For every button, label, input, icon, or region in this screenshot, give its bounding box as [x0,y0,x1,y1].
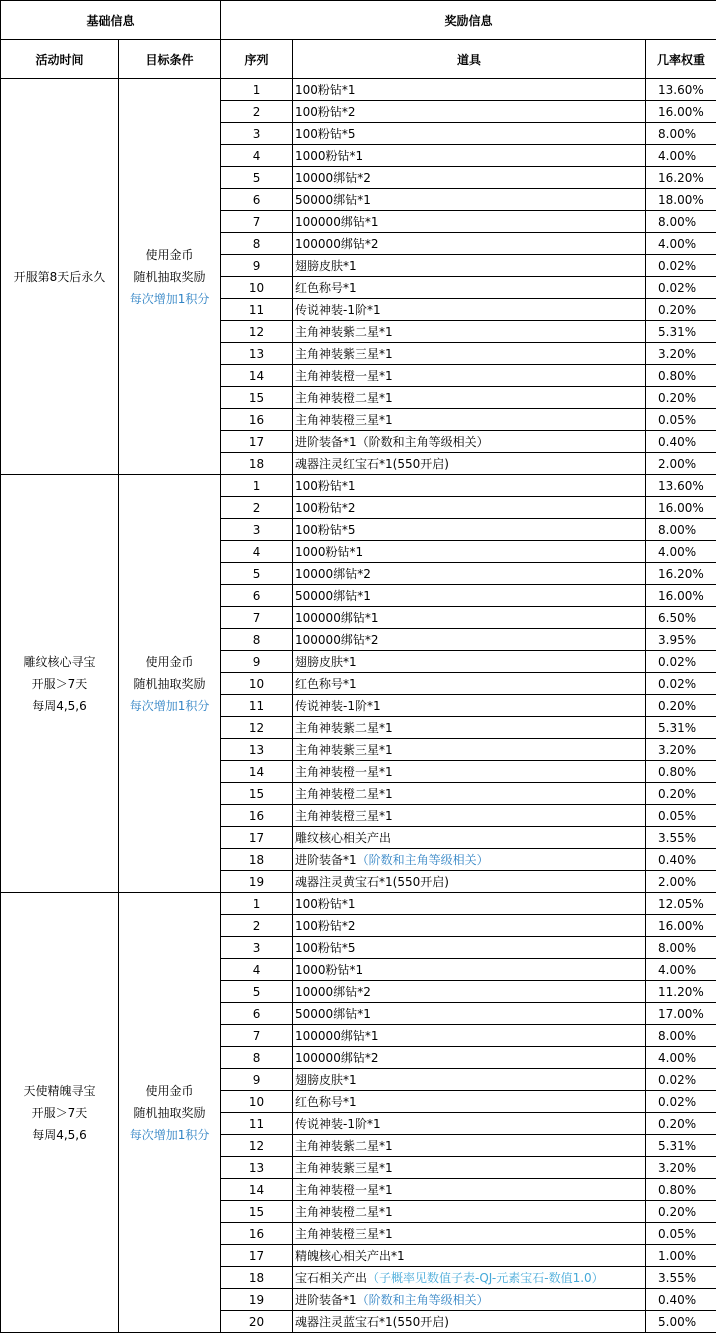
weight-cell: 0.02% [646,1091,716,1113]
item-name: 魂器注灵蓝宝石*1(550开启) [295,1315,449,1329]
sequence-cell: 8 [221,233,293,255]
item-cell [293,849,646,871]
weight-cell: 16.00% [646,497,716,519]
sequence-cell: 11 [221,299,293,321]
item-name: 精魄核心相关产出*1 [295,1249,405,1263]
item-cell [293,1003,646,1025]
item-name: 100粉钻*5 [295,523,356,537]
sequence-cell: 16 [221,409,293,431]
item-cell [293,409,646,431]
weight-cell: 16.20% [646,563,716,585]
sequence-cell: 5 [221,167,293,189]
sequence-cell: 8 [221,629,293,651]
sequence-cell: 5 [221,981,293,1003]
sequence-cell: 3 [221,937,293,959]
sequence-cell: 16 [221,1223,293,1245]
weight-cell: 3.95% [646,629,716,651]
weight-cell: 2.00% [646,453,716,475]
sequence-cell: 2 [221,497,293,519]
item-name: 进阶装备*1（阶数和主角等级相关） [295,435,489,449]
item-name: 主角神装橙三星*1 [295,413,393,427]
item-cell [293,519,646,541]
item-cell [293,1201,646,1223]
weight-cell: 0.80% [646,365,716,387]
sequence-cell: 19 [221,871,293,893]
item-name: 100000绑钻*2 [295,633,379,647]
weight-cell: 4.00% [646,959,716,981]
item-cell [293,1311,646,1333]
sequence-cell: 5 [221,563,293,585]
weight-cell: 3.20% [646,739,716,761]
weight-cell: 3.20% [646,1157,716,1179]
activity-time-line: 开服＞7天 [31,676,88,691]
sequence-cell: 18 [221,849,293,871]
weight-cell: 0.02% [646,255,716,277]
activity-time-cell [1,475,119,893]
item-name: 红色称号*1 [295,281,357,295]
activity-time-line: 雕纹核心寻宝 [23,654,96,669]
item-cell [293,981,646,1003]
item-name: 1000粉钻*1 [295,149,364,163]
sequence-cell: 1 [221,475,293,497]
item-name: 红色称号*1 [295,1095,357,1109]
target-condition-cell [119,893,221,1333]
item-cell [293,1179,646,1201]
item-cell [293,233,646,255]
item-name: 主角神装橙三星*1 [295,1227,393,1241]
weight-cell: 11.20% [646,981,716,1003]
item-name: 100000绑钻*1 [295,215,379,229]
item-name: 主角神装橙一星*1 [295,1183,393,1197]
sequence-cell: 12 [221,717,293,739]
item-cell [293,937,646,959]
sequence-cell: 18 [221,453,293,475]
item-name: 主角神装紫二星*1 [295,721,393,735]
weight-cell: 3.20% [646,343,716,365]
weight-cell: 3.55% [646,827,716,849]
item-cell [293,827,646,849]
target-condition-cell [119,475,221,893]
item-cell [293,145,646,167]
sequence-cell: 4 [221,541,293,563]
item-name: 主角神装紫三星*1 [295,743,393,757]
weight-cell: 4.00% [646,233,716,255]
item-name: 传说神装-1阶*1 [295,303,381,317]
table-row [1,893,716,915]
sequence-cell: 10 [221,1091,293,1113]
item-name: 100粉钻*2 [295,919,356,933]
sequence-cell: 9 [221,651,293,673]
item-cell [293,1047,646,1069]
sequence-cell: 10 [221,277,293,299]
item-cell [293,79,646,101]
sequence-cell: 10 [221,673,293,695]
item-cell [293,695,646,717]
item-name: 主角神装橙一星*1 [295,369,393,383]
activity-time-line: 每周4,5,6 [32,698,87,713]
target-condition-highlight: 每次增加1积分 [129,291,210,306]
item-cell [293,101,646,123]
weight-cell: 3.55% [646,1267,716,1289]
target-condition-line: 使用金币 [145,1083,194,1098]
item-cell [293,387,646,409]
activity-time-line: 开服第8天后永久 [13,269,106,284]
item-cell [293,717,646,739]
sequence-cell: 7 [221,211,293,233]
weight-cell: 5.31% [646,717,716,739]
item-cell [293,739,646,761]
item-cell [293,299,646,321]
target-condition-highlight: 每次增加1积分 [129,698,210,713]
item-cell [293,475,646,497]
item-name: 主角神装紫二星*1 [295,325,393,339]
sequence-cell: 6 [221,1003,293,1025]
sequence-cell: 11 [221,695,293,717]
item-cell [293,805,646,827]
sequence-cell: 6 [221,189,293,211]
weight-cell: 0.20% [646,299,716,321]
weight-cell: 0.02% [646,1069,716,1091]
target-condition-line: 随机抽取奖励 [133,1105,206,1120]
header-target-condition: 目标条件 [119,40,221,79]
item-name: 100粉钻*5 [295,941,356,955]
sequence-cell: 18 [221,1267,293,1289]
item-name: 100000绑钻*1 [295,611,379,625]
item-note: （阶数和主角等级相关） [356,1293,489,1307]
item-name: 50000绑钻*1 [295,193,371,207]
item-cell [293,1113,646,1135]
weight-cell: 8.00% [646,123,716,145]
weight-cell: 0.05% [646,409,716,431]
item-cell [293,343,646,365]
weight-cell: 4.00% [646,145,716,167]
weight-cell: 8.00% [646,1025,716,1047]
item-cell [293,783,646,805]
item-name: 进阶装备*1 [295,1293,357,1307]
weight-cell: 0.20% [646,387,716,409]
item-name: 翅膀皮肤*1 [295,655,357,669]
item-cell [293,893,646,915]
item-cell [293,1223,646,1245]
item-cell [293,277,646,299]
item-cell [293,761,646,783]
item-name: 魂器注灵红宝石*1(550开启) [295,457,449,471]
sequence-cell: 2 [221,101,293,123]
weight-cell: 0.40% [646,431,716,453]
item-name: 1000粉钻*1 [295,963,364,977]
weight-cell: 16.20% [646,167,716,189]
header-reward-info: 奖励信息 [221,1,716,40]
item-name: 雕纹核心相关产出 [295,831,392,845]
header-item: 道具 [293,40,646,79]
item-cell [293,1245,646,1267]
sequence-cell: 13 [221,739,293,761]
item-cell [293,915,646,937]
sequence-cell: 8 [221,1047,293,1069]
item-name: 主角神装橙三星*1 [295,809,393,823]
item-note: （子概率见数值子表-QJ-元素宝石-数值1.0） [367,1271,604,1285]
item-cell [293,585,646,607]
header-sequence: 序列 [221,40,293,79]
item-cell [293,1267,646,1289]
sequence-cell: 7 [221,607,293,629]
item-name: 翅膀皮肤*1 [295,259,357,273]
item-name: 50000绑钻*1 [295,1007,371,1021]
sequence-cell: 17 [221,827,293,849]
weight-cell: 16.00% [646,915,716,937]
weight-cell: 2.00% [646,871,716,893]
item-name: 魂器注灵黄宝石*1(550开启) [295,875,449,889]
item-name: 传说神装-1阶*1 [295,1117,381,1131]
sequence-cell: 15 [221,783,293,805]
sequence-cell: 17 [221,1245,293,1267]
sequence-cell: 15 [221,1201,293,1223]
item-cell [293,255,646,277]
sequence-cell: 7 [221,1025,293,1047]
item-name: 100000绑钻*2 [295,1051,379,1065]
sequence-cell: 9 [221,1069,293,1091]
weight-cell: 4.00% [646,541,716,563]
weight-cell: 16.00% [646,101,716,123]
item-name: 主角神装橙二星*1 [295,391,393,405]
item-cell [293,123,646,145]
weight-cell: 13.60% [646,79,716,101]
weight-cell: 0.20% [646,1201,716,1223]
sequence-cell: 14 [221,1179,293,1201]
weight-cell: 0.02% [646,277,716,299]
item-name: 主角神装紫二星*1 [295,1139,393,1153]
item-name: 主角神装橙一星*1 [295,765,393,779]
item-cell [293,607,646,629]
sequence-cell: 4 [221,145,293,167]
item-name: 主角神装橙二星*1 [295,1205,393,1219]
weight-cell: 0.20% [646,695,716,717]
sequence-cell: 15 [221,387,293,409]
weight-cell: 1.00% [646,1245,716,1267]
item-cell [293,563,646,585]
activity-time-cell [1,79,119,475]
item-cell [293,629,646,651]
sequence-cell: 12 [221,1135,293,1157]
item-name: 50000绑钻*1 [295,589,371,603]
sequence-cell: 13 [221,1157,293,1179]
weight-cell: 0.40% [646,1289,716,1311]
item-cell [293,541,646,563]
item-name: 100000绑钻*2 [295,237,379,251]
sequence-cell: 14 [221,761,293,783]
item-name: 100粉钻*1 [295,897,356,911]
item-cell [293,1157,646,1179]
sequence-cell: 1 [221,79,293,101]
weight-cell: 0.20% [646,783,716,805]
item-name: 宝石相关产出 [295,1271,368,1285]
sequence-cell: 16 [221,805,293,827]
activity-time-line: 天使精魄寻宝 [23,1083,96,1098]
item-cell [293,431,646,453]
weight-cell: 5.31% [646,321,716,343]
sequence-cell: 17 [221,431,293,453]
item-note: （阶数和主角等级相关） [356,853,489,867]
target-condition-line: 使用金币 [145,654,194,669]
item-name: 100000绑钻*1 [295,1029,379,1043]
item-cell [293,1135,646,1157]
item-name: 传说神装-1阶*1 [295,699,381,713]
target-condition-line: 随机抽取奖励 [133,269,206,284]
item-cell [293,673,646,695]
weight-cell: 0.80% [646,761,716,783]
weight-cell: 5.00% [646,1311,716,1333]
sequence-cell: 13 [221,343,293,365]
weight-cell: 4.00% [646,1047,716,1069]
weight-cell: 0.40% [646,849,716,871]
item-name: 进阶装备*1 [295,853,357,867]
weight-cell: 17.00% [646,1003,716,1025]
weight-cell: 13.60% [646,475,716,497]
weight-cell: 18.00% [646,189,716,211]
activity-time-line: 每周4,5,6 [32,1127,87,1142]
item-name: 1000粉钻*1 [295,545,364,559]
sequence-cell: 1 [221,893,293,915]
item-cell [293,651,646,673]
item-name: 10000绑钻*2 [295,567,371,581]
item-name: 100粉钻*5 [295,127,356,141]
weight-cell: 5.31% [646,1135,716,1157]
item-name: 100粉钻*2 [295,105,356,119]
item-name: 主角神装橙二星*1 [295,787,393,801]
item-name: 主角神装紫三星*1 [295,1161,393,1175]
sequence-cell: 14 [221,365,293,387]
activity-time-line: 开服＞7天 [31,1105,88,1120]
item-name: 翅膀皮肤*1 [295,1073,357,1087]
sequence-cell: 9 [221,255,293,277]
weight-cell: 12.05% [646,893,716,915]
table-row [1,475,716,497]
sequence-cell: 11 [221,1113,293,1135]
item-cell [293,321,646,343]
sequence-cell: 20 [221,1311,293,1333]
target-condition-cell [119,79,221,475]
weight-cell: 0.02% [646,651,716,673]
item-cell [293,959,646,981]
header-activity-time: 活动时间 [1,40,119,79]
table-body [1,79,716,1333]
activity-time-cell [1,893,119,1333]
item-cell [293,871,646,893]
item-name: 100粉钻*1 [295,83,356,97]
target-condition-line: 使用金币 [145,247,194,262]
item-name: 主角神装紫三星*1 [295,347,393,361]
weight-cell: 0.20% [646,1113,716,1135]
weight-cell: 6.50% [646,607,716,629]
item-cell [293,1289,646,1311]
sequence-cell: 12 [221,321,293,343]
item-cell [293,1091,646,1113]
header-weight: 几率权重 [646,40,716,79]
item-cell [293,167,646,189]
weight-cell: 0.80% [646,1179,716,1201]
item-name: 10000绑钻*2 [295,171,371,185]
sequence-cell: 2 [221,915,293,937]
item-cell [293,497,646,519]
weight-cell: 0.02% [646,673,716,695]
header-basic-info: 基础信息 [1,1,221,40]
weight-cell: 8.00% [646,519,716,541]
sequence-cell: 3 [221,519,293,541]
item-name: 100粉钻*2 [295,501,356,515]
sequence-cell: 19 [221,1289,293,1311]
weight-cell: 0.05% [646,805,716,827]
sequence-cell: 6 [221,585,293,607]
item-cell [293,453,646,475]
weight-cell: 0.05% [646,1223,716,1245]
sequence-cell: 4 [221,959,293,981]
item-name: 红色称号*1 [295,677,357,691]
item-cell [293,189,646,211]
item-cell [293,1025,646,1047]
weight-cell: 8.00% [646,937,716,959]
item-cell [293,1069,646,1091]
item-cell [293,211,646,233]
target-condition-highlight: 每次增加1积分 [129,1127,210,1142]
weight-cell: 16.00% [646,585,716,607]
item-name: 10000绑钻*2 [295,985,371,999]
weight-cell: 8.00% [646,211,716,233]
item-cell [293,365,646,387]
item-name: 100粉钻*1 [295,479,356,493]
table-row [1,79,716,101]
target-condition-line: 随机抽取奖励 [133,676,206,691]
sequence-cell: 3 [221,123,293,145]
